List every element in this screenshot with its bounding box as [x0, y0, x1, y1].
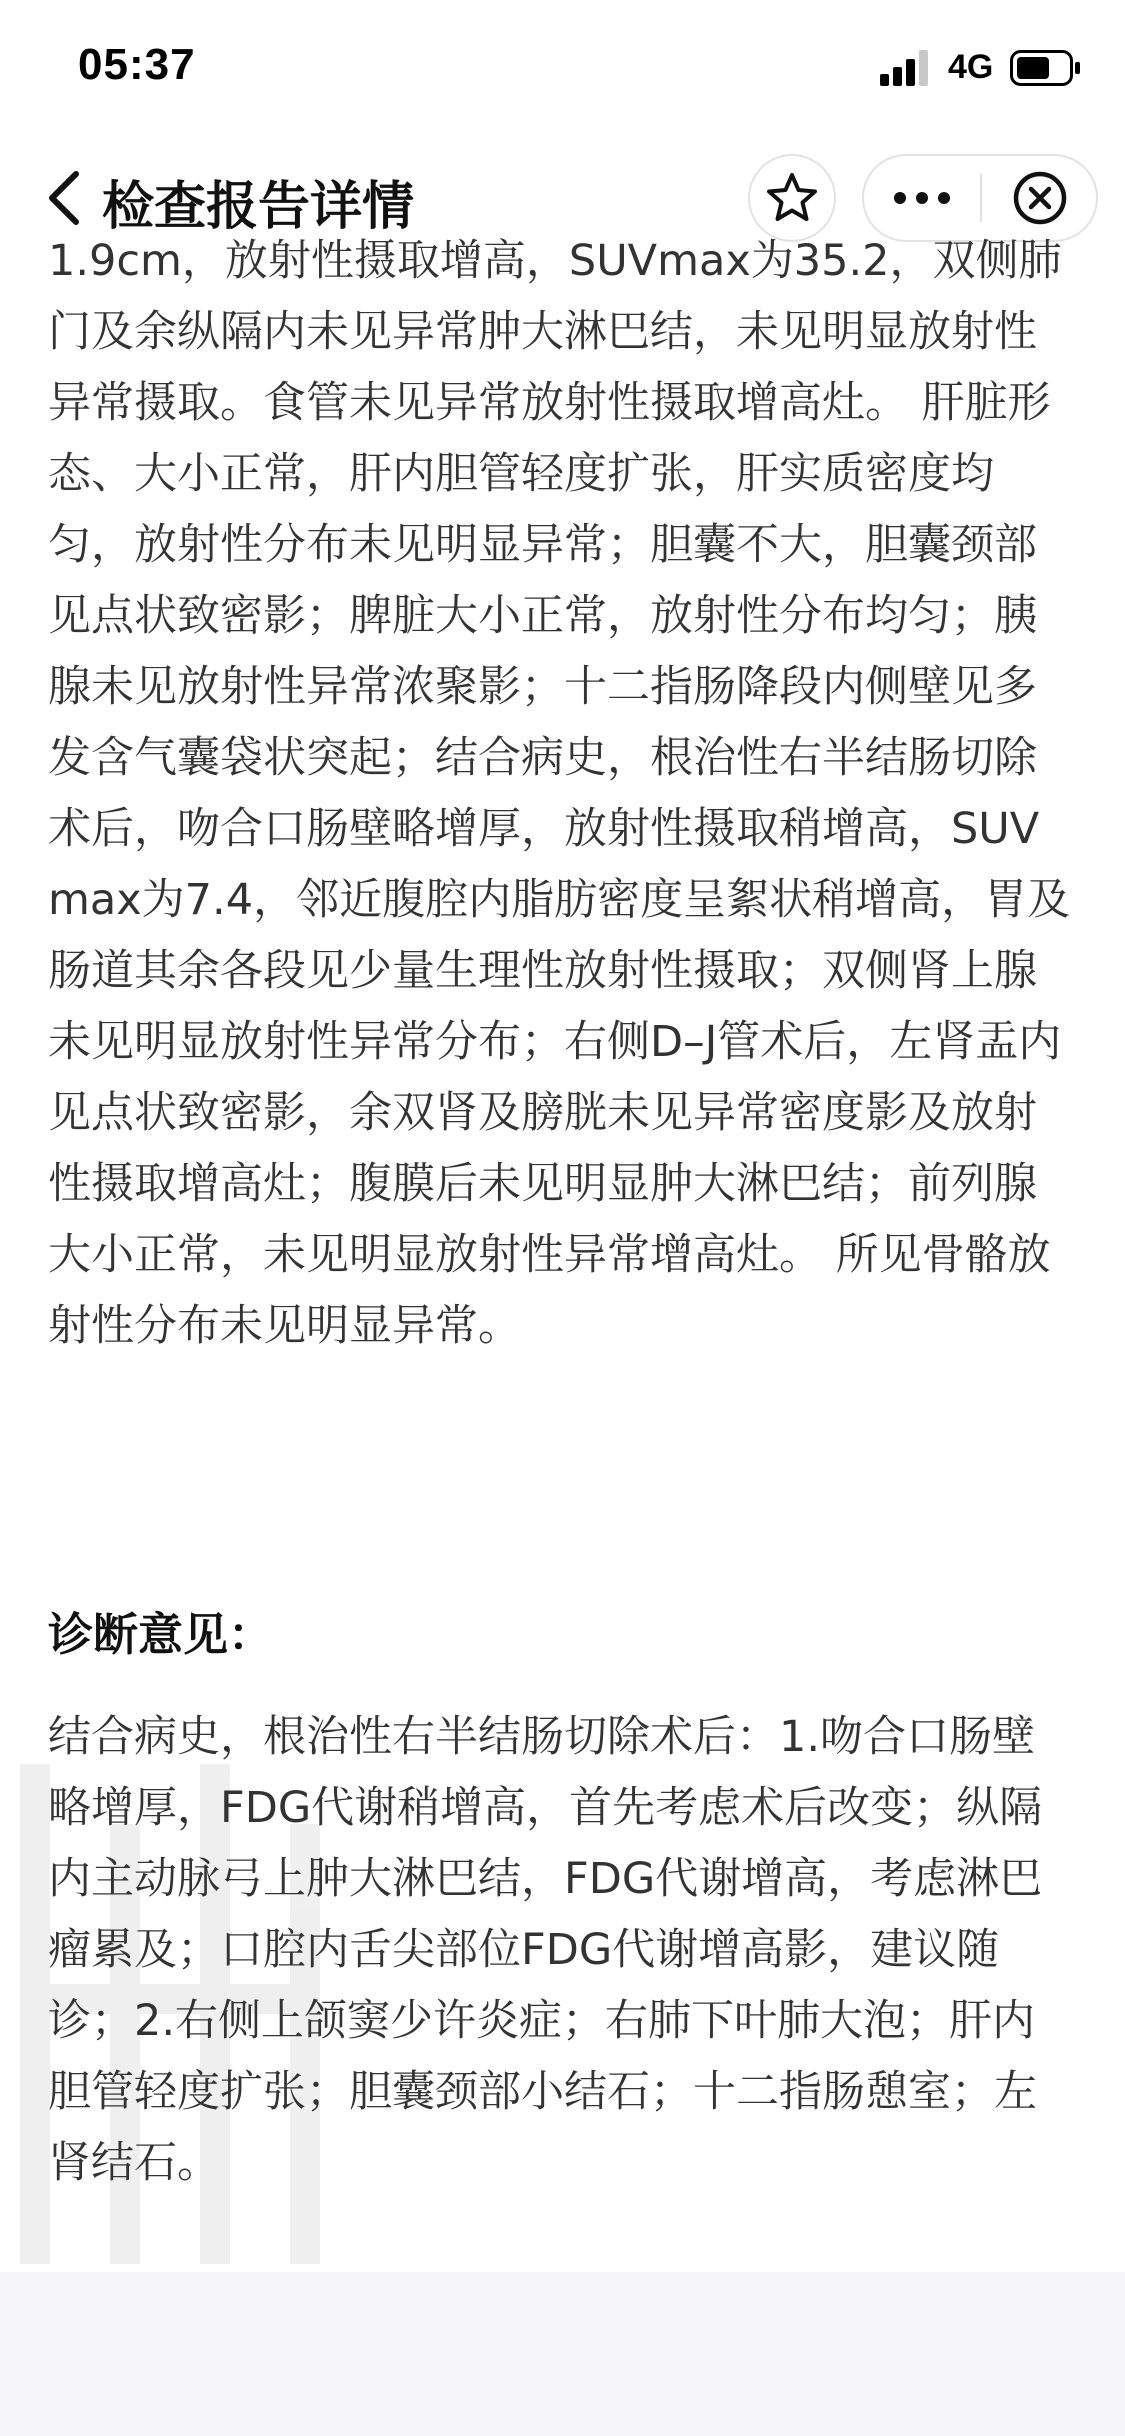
diagnosis-heading: 诊断意见：	[48, 1608, 274, 1661]
star-icon	[764, 170, 820, 226]
bottom-area	[0, 2272, 1125, 2436]
more-icon	[892, 191, 952, 205]
network-type: 4G	[948, 48, 994, 86]
status-time: 05:37	[78, 40, 196, 89]
findings-text: 1.9cm，放射性摄取增高，SUVmax为35.2，双侧肺门及余纵隔内未见异常肿大淋巴结，未见明显放射性异常摄取。食管未见异常放射性摄取增高灶。 肝脏形态、大小正常，肝内胆管轻度扩张，肝实质密度均匀，放射性分布未见明显异常；胆囊不大，胆囊颈部见点状致密影；脾脏大小正常，放射性分布均匀；胰腺未见放射性异常浓聚影；十二指肠降段内侧壁见多发含气囊袋状突起；结合病史，根治性右半结肠切除术后，吻合口肠壁略增厚，放射性摄取稍增高，SUVmax为7.4，邻近腹腔内脂肪密度呈絮状稍增高，胃及肠道其余各段见少量生理性放射性摄取；双侧肾上腺未见明显放射性异常分布；右侧D–J管术后，左肾盂内见点状致密影，余双肾及膀胱未见异常密度影及放射性摄取增高灶；腹膜后未见明显肿大淋巴结；前列腺大小正常，未见明显放射性异常增高灶。 所见骨骼放射性分布未见明显异常。	[48, 236, 1071, 1351]
diagnosis-text: 结合病史，根治性右半结肠切除术后：1.吻合口肠壁略增厚，FDG代谢稍增高，首先考虑术后改变；纵隔内主动脉弓上肿大淋巴结，FDG代谢增高，考虑淋巴瘤累及；口腔内舌尖部位FDG代谢增高影，建议随诊；2.右侧上颌窦少许炎症；右肺下叶肺大泡；肝内胆管轻度扩张；胆囊颈部小结石；十二指肠憩室；左肾结石。	[48, 1712, 1043, 2188]
signal-icon	[880, 50, 932, 86]
back-icon[interactable]	[44, 168, 84, 228]
status-bar	[0, 0, 1125, 132]
close-icon	[1012, 170, 1068, 226]
page-title: 检查报告详情	[102, 177, 415, 237]
report-content[interactable]	[0, 236, 1125, 2272]
battery-icon	[1010, 50, 1082, 86]
